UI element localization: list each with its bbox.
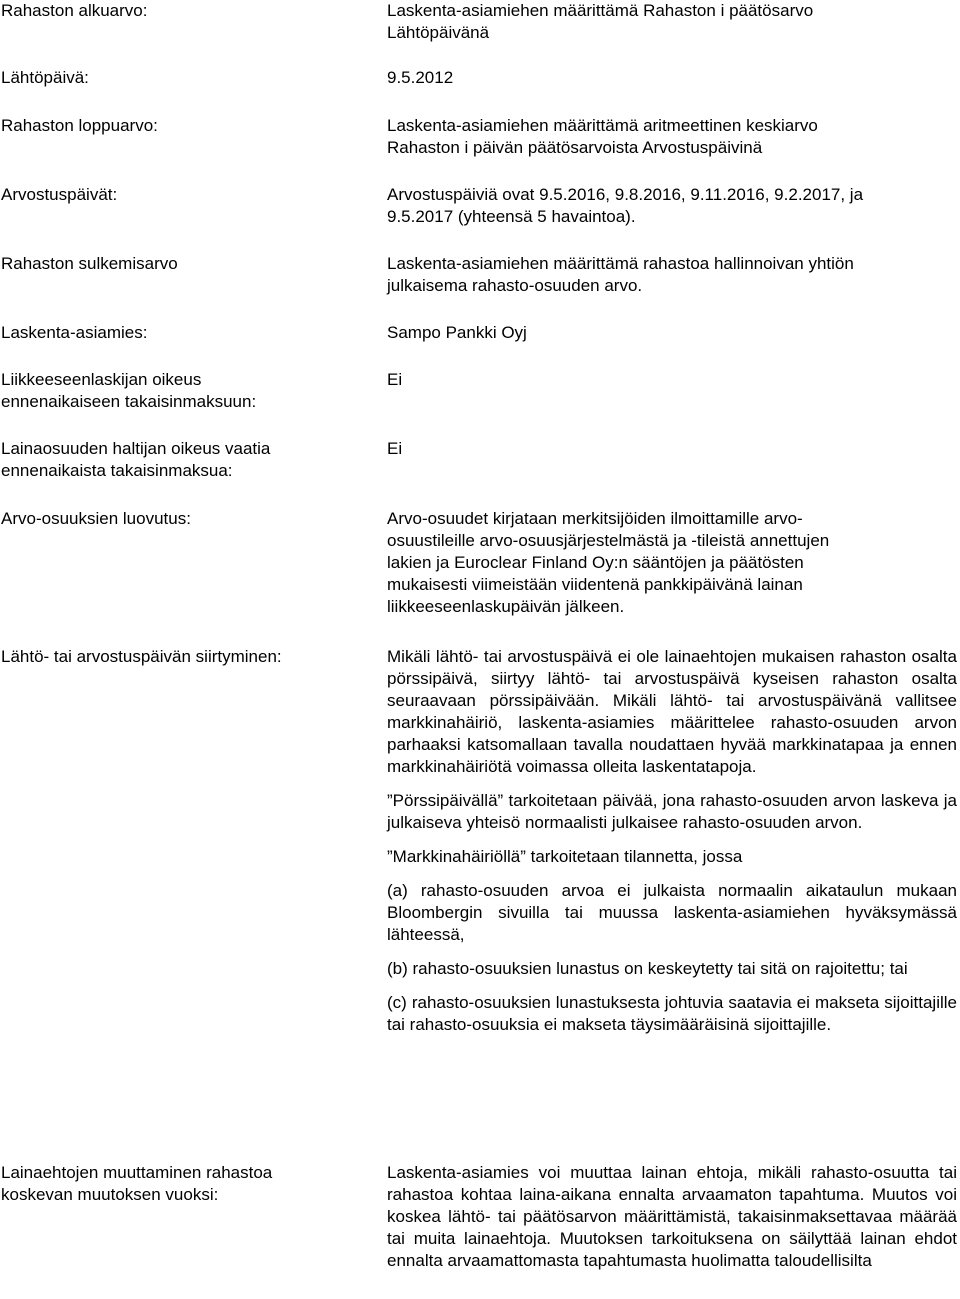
row-label (1, 1162, 361, 1206)
row-value (387, 646, 957, 1036)
value-line: Lähtöpäivänä (387, 23, 490, 42)
row-label: Lähtö- tai arvostuspäivän siirtyminen: (1, 647, 282, 666)
row-label: Arvostuspäivät: (1, 185, 118, 204)
value-line: Laskenta-asiamiehen määrittämä Rahaston i päätösarvo (387, 1, 814, 20)
paragraph: ”Markkinahäiriöllä” tarkoitetaan tilannetta, jossa (387, 847, 743, 866)
row-label: Rahaston alkuarvo: (1, 1, 148, 20)
paragraph: (b) rahasto-osuuksien lunastus on keskeytetty tai sitä on rajoitettu; tai (387, 959, 908, 978)
paragraph: Laskenta-asiamies voi muuttaa lainan ehtoja, mikäli rahasto-osuutta tai rahastoa kohtaa laina-aikana ennalta arvaamaton tapahtuma. Muutos voi koskea lähtö- tai päätösarvon määrittämistä, takaisinmaksettavaa määrää tai muita lainaehtoja. Muutoksen tarkoituksena on säilyttää lainan ehdot ennalta arvaamattomasta tapahtumasta huolimatta taloudellisilta (387, 1163, 957, 1270)
value-line: liikkeeseenlaskupäivän jälkeen. (387, 597, 625, 616)
row-label: Laskenta-asiamies: (1, 323, 148, 342)
row-value (387, 369, 957, 391)
label-line: Liikkeeseenlaskijan oikeus (1, 370, 202, 389)
value-line: Arvostuspäiviä ovat 9.5.2016, 9.8.2016, 9.11.2016, 9.2.2017, ja (387, 185, 864, 204)
label-line: koskevan muutoksen vuoksi: (1, 1185, 219, 1204)
row-value (387, 1162, 957, 1272)
row-label: Lähtöpäivä: (1, 68, 89, 87)
value-line: Sampo Pankki Oyj (387, 323, 527, 342)
row-value (387, 253, 957, 297)
row-value (387, 0, 957, 44)
value-line: mukaisesti viimeistään viidentenä pankkipäivänä lainan (387, 575, 803, 594)
paragraph: (c) rahasto-osuuksien lunastuksesta johtuvia saatavia ei makseta sijoittajille tai rahasto-osuuksia ei makseta täysimääräisinä sijoittajille. (387, 993, 957, 1034)
row-label: Arvo-osuuksien luovutus: (1, 509, 191, 528)
paragraph: (a) rahasto-osuuden arvoa ei julkaista normaalin aikataulun mukaan Bloombergin sivuilla tai muussa laskenta-asiamiehen hyväksymässä lähteessä, (387, 881, 957, 944)
row-value (387, 115, 957, 159)
value-line: Laskenta-asiamiehen määrittämä rahastoa hallinnoivan yhtiön (387, 254, 854, 273)
row-label: Rahaston loppuarvo: (1, 116, 158, 135)
row-value (387, 67, 957, 89)
value-line: lakien ja Euroclear Finland Oy:n sääntöjen ja päätösten (387, 553, 804, 572)
value-line: julkaisema rahasto-osuuden arvo. (387, 276, 643, 295)
row-value (387, 438, 957, 460)
row-value (387, 322, 957, 344)
value-line: Arvo-osuudet kirjataan merkitsijöiden ilmoittamille arvo- (387, 509, 803, 528)
row-label (1, 369, 361, 413)
row-label: Rahaston sulkemisarvo (1, 254, 178, 273)
row-label (1, 438, 361, 482)
label-line: Lainaosuuden haltijan oikeus vaatia (1, 439, 271, 458)
value-line: osuustileille arvo-osuusjärjestelmästä ja -tileistä annettujen (387, 531, 830, 550)
value-line: Ei (387, 370, 403, 389)
label-line: Lainaehtojen muuttaminen rahastoa (1, 1163, 273, 1182)
label-line: ennenaikaista takaisinmaksua: (1, 461, 233, 480)
value-line: 9.5.2017 (yhteensä 5 havaintoa). (387, 207, 636, 226)
row-value (387, 184, 957, 228)
value-line: 9.5.2012 (387, 68, 454, 87)
value-line: Ei (387, 439, 403, 458)
value-line: Rahaston i päivän päätösarvoista Arvostuspäivinä (387, 138, 763, 157)
row-value (387, 508, 957, 618)
paragraph: Mikäli lähtö- tai arvostuspäivä ei ole lainaehtojen mukaisen rahaston osalta pörssipäivä, siirtyy lähtö- tai arvostuspäivä kyseisen rahaston osalta seuraavaan pörssipäivään. Mikäli lähtö- tai arvostuspäivänä vallitsee markkinahäiriö, laskenta-asiamies määrittelee rahasto-osuuden arvon parhaaksi katsomallaan tavalla noudattaen hyvää markkinatapaa ja ennen markkinahäiriötä voimassa olleita laskentatapoja. (387, 647, 957, 776)
label-line: ennenaikaiseen takaisinmaksuun: (1, 392, 257, 411)
paragraph: ”Pörssipäivällä” tarkoitetaan päivää, jona rahasto-osuuden arvon laskeva ja julkaiseva yhteisö normaalisti julkaisee rahasto-osuuden arvon. (387, 791, 957, 832)
value-line: Laskenta-asiamiehen määrittämä aritmeettinen keskiarvo (387, 116, 818, 135)
